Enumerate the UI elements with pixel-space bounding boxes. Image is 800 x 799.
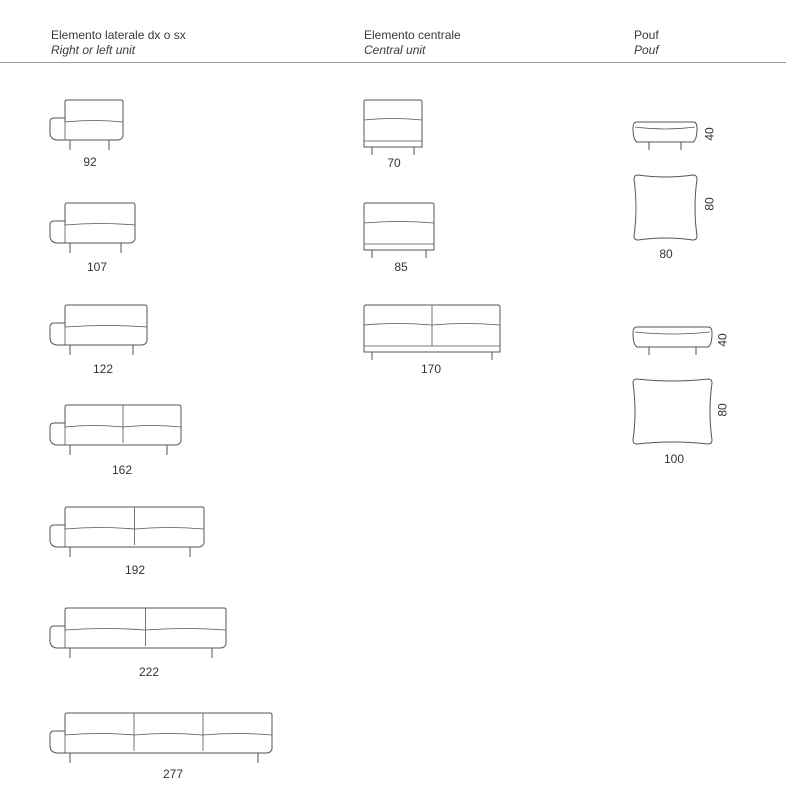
side-unit-width-label: 122 <box>92 362 114 376</box>
pouf-plan-drawing <box>634 175 697 240</box>
side-unit-width-label: 192 <box>124 563 146 577</box>
column-subtitle: Central unit <box>364 43 426 57</box>
central-unit-width-label: 70 <box>387 156 401 170</box>
side-unit-drawing <box>50 305 147 355</box>
pouf-width-label: 80 <box>659 247 673 261</box>
side-unit-drawing <box>50 713 272 763</box>
central-unit-drawing <box>364 305 500 360</box>
central-unit-width-label: 170 <box>420 362 442 376</box>
side-unit-width-label: 277 <box>162 767 184 781</box>
column-title: Pouf <box>634 28 659 42</box>
column-title: Elemento laterale dx o sx <box>51 28 186 42</box>
pouf-elevation-drawing <box>633 122 697 150</box>
column-subtitle: Pouf <box>634 43 659 57</box>
pouf-depth-label: 80 <box>702 197 717 211</box>
pouf-width-label: 100 <box>663 452 685 466</box>
pouf-height-label: 40 <box>702 127 717 141</box>
pouf-depth-label: 80 <box>715 403 730 417</box>
side-unit-width-label: 162 <box>111 463 133 477</box>
side-unit-drawing <box>50 100 123 150</box>
side-unit-width-label: 92 <box>83 155 97 169</box>
side-unit-drawing <box>50 203 135 253</box>
side-unit-drawing <box>50 507 204 557</box>
side-unit-width-label: 222 <box>138 665 160 679</box>
central-unit-drawing <box>364 203 434 258</box>
side-unit-drawing <box>50 608 226 658</box>
column-subtitle: Right or left unit <box>51 43 136 57</box>
side-unit-drawing <box>50 405 181 455</box>
pouf-height-label: 40 <box>715 333 730 347</box>
pouf-elevation-drawing <box>633 327 712 355</box>
column-title: Elemento centrale <box>364 28 461 42</box>
pouf-plan-drawing <box>633 379 712 444</box>
side-unit-width-label: 107 <box>86 260 108 274</box>
central-unit-width-label: 85 <box>394 260 408 274</box>
central-unit-drawing <box>364 100 422 155</box>
